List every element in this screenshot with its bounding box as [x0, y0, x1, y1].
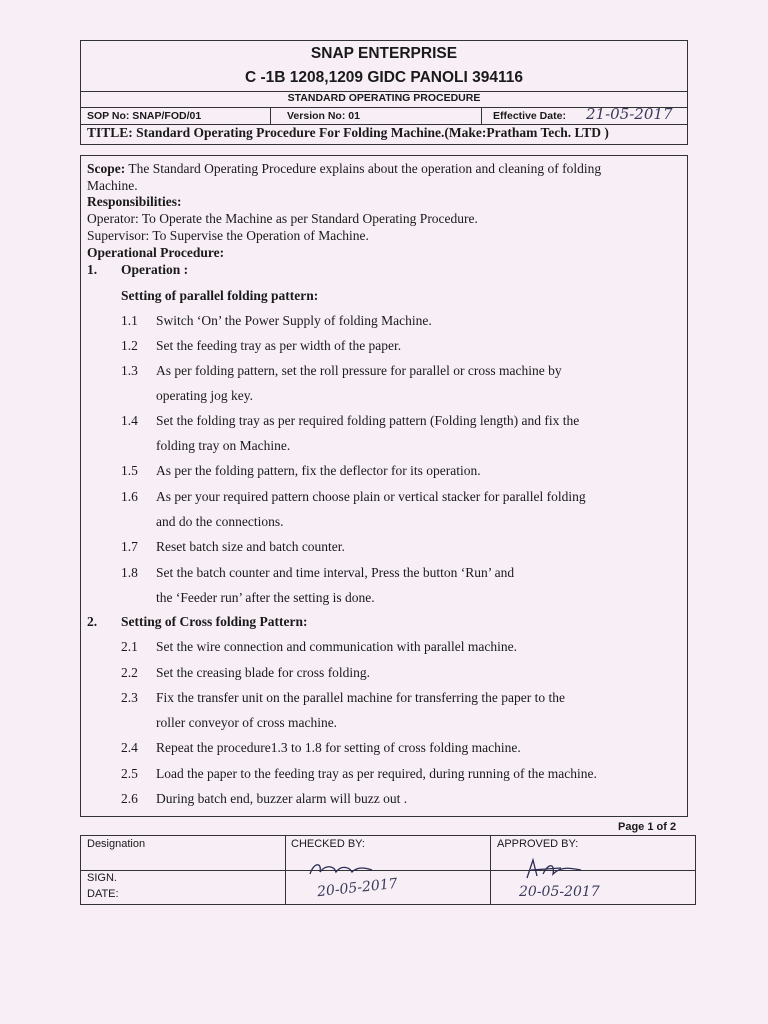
step-number: 2.1 — [121, 639, 138, 654]
step-text: Repeat the procedure1.3 to 1.8 for setting of cross folding machine. — [156, 740, 521, 755]
sop-label: STANDARD OPERATING PROCEDURE — [287, 92, 481, 104]
approved-date-handwritten: 20-05-2017 — [519, 884, 600, 900]
step-text: Switch ‘On’ the Power Supply of folding Machine. — [156, 313, 432, 328]
responsibilities-heading: Responsibilities: — [87, 194, 182, 209]
step-number: 1.3 — [121, 363, 138, 378]
operational-heading: Operational Procedure: — [87, 245, 225, 260]
step-text: Set the wire connection and communication with parallel machine. — [156, 639, 518, 654]
step-number: 2.4 — [121, 740, 138, 755]
step-text: Fix the transfer unit on the parallel machine for transferring the paper to the — [156, 690, 565, 705]
section-title: Setting of Cross folding Pattern: — [121, 614, 308, 629]
scope-text-cont: Machine. — [87, 178, 138, 193]
version-number: Version No: 01 — [287, 110, 360, 122]
section-number: 1. — [87, 262, 98, 277]
step-text: As per the folding pattern, fix the deflector for its operation. — [156, 463, 481, 478]
step-text: Set the creasing blade for cross folding. — [156, 665, 371, 680]
divider — [81, 870, 695, 871]
step-text: During batch end, buzzer alarm will buzz out . — [156, 791, 408, 806]
step-text-cont: and do the connections. — [156, 514, 284, 529]
step-text: Set the batch counter and time interval, Press the button ‘Run’ and — [156, 565, 515, 580]
step-text: Set the folding tray as per required folding pattern (Folding length) and fix the — [156, 413, 580, 428]
step-number: 2.6 — [121, 791, 138, 806]
divider — [270, 107, 271, 124]
document-title: TITLE: Standard Operating Procedure For Folding Machine.(Make:Pratham Tech. LTD ) — [87, 125, 609, 140]
section-subtitle: Setting of parallel folding pattern: — [121, 288, 319, 303]
sop-number: SOP No: SNAP/FOD/01 — [87, 110, 202, 122]
scope-label: Scope: — [87, 161, 126, 176]
step-number: 1.4 — [121, 413, 138, 428]
step-text: Load the paper to the feeding tray as per required, during running of the machine. — [156, 766, 597, 781]
step-number: 1.5 — [121, 463, 138, 478]
divider — [481, 107, 482, 124]
step-text-cont: roller conveyor of cross machine. — [156, 715, 338, 730]
step-text-cont: folding tray on Machine. — [156, 438, 291, 453]
step-number: 2.5 — [121, 766, 138, 781]
approved-signature — [521, 856, 591, 882]
supervisor-responsibility: Supervisor: To Supervise the Operation of Machine. — [87, 228, 369, 243]
approved-by-label: APPROVED BY: — [497, 838, 579, 850]
step-number: 1.7 — [121, 539, 138, 554]
effective-date-label: Effective Date: — [493, 110, 566, 122]
scope-line — [87, 161, 601, 177]
company-name: SNAP ENTERPRISE — [310, 45, 458, 62]
effective-date-handwritten: 21-05-2017 — [586, 105, 673, 123]
step-text-cont: operating jog key. — [156, 388, 253, 403]
step-number: 1.2 — [121, 338, 138, 353]
procedure-body — [80, 155, 688, 817]
step-text: Set the feeding tray as per width of the paper. — [156, 338, 402, 353]
step-text-cont: the ‘Feeder run’ after the setting is done. — [156, 590, 375, 605]
document-header — [80, 40, 688, 145]
step-number: 2.2 — [121, 665, 138, 680]
scope-text: The Standard Operating Procedure explains about the operation and cleaning of folding — [125, 161, 602, 176]
step-text: Reset batch size and batch counter. — [156, 539, 345, 554]
checked-by-label: CHECKED BY: — [291, 838, 365, 850]
step-text: As per folding pattern, set the roll pressure for parallel or cross machine by — [156, 363, 562, 378]
operator-responsibility: Operator: To Operate the Machine as per Standard Operating Procedure. — [87, 211, 478, 226]
sign-label: SIGN. — [87, 872, 117, 884]
step-number: 1.8 — [121, 565, 138, 580]
section-title: Operation : — [121, 262, 189, 277]
designation-label: Designation — [87, 838, 146, 850]
company-address: C -1B 1208,1209 GIDC PANOLI 394116 — [245, 69, 523, 86]
step-number: 1.1 — [121, 313, 138, 328]
checked-date-handwritten: 20-05-2017 — [316, 875, 399, 901]
step-number: 1.6 — [121, 489, 138, 504]
date-label: DATE: — [87, 888, 119, 900]
step-number: 2.3 — [121, 690, 138, 705]
step-text: As per your required pattern choose plain or vertical stacker for parallel folding — [156, 489, 586, 504]
page-number: Page 1 of 2 — [618, 821, 677, 833]
signature-table — [80, 835, 696, 905]
section-number: 2. — [87, 614, 98, 629]
